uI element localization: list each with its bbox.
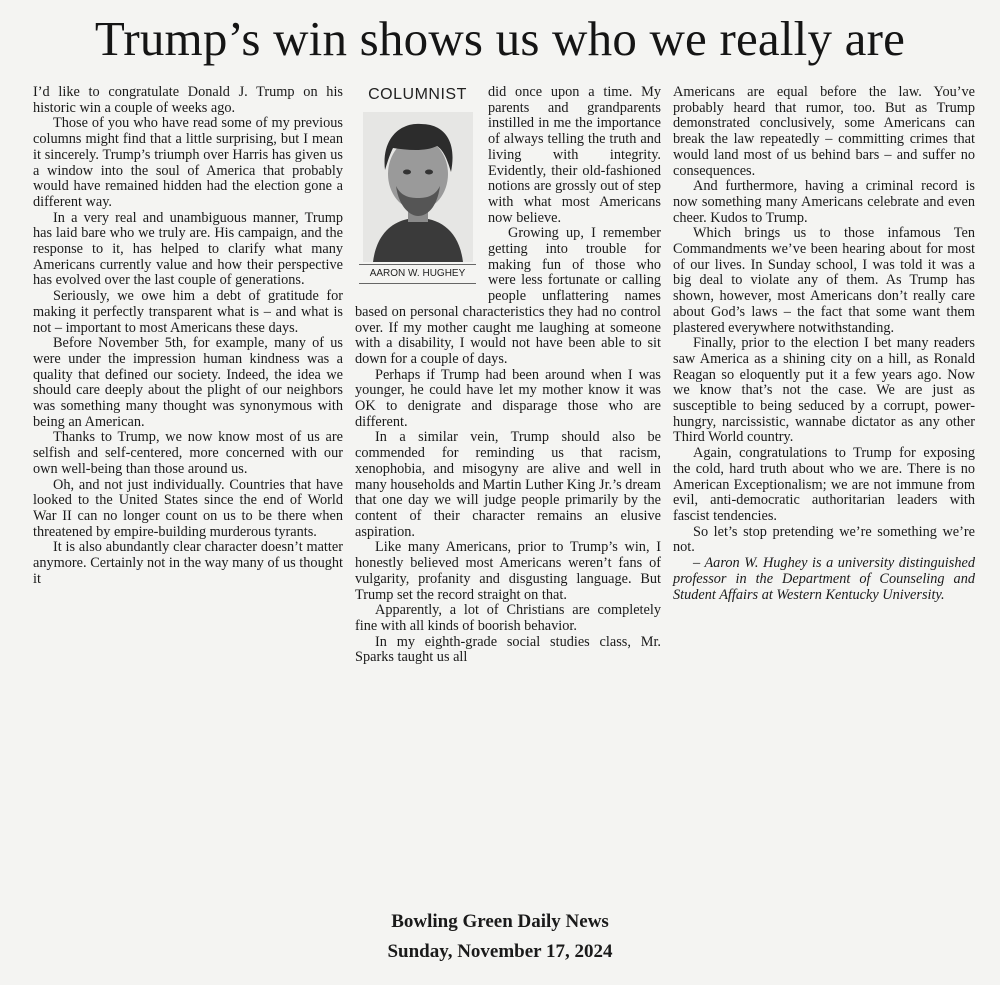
paragraph: Apparently, a lot of Christians are completely fine with all kinds of boorish behavior. xyxy=(355,602,661,634)
author-credit: – Aaron W. Hughey is a university distinguished professor in the Department of Counseling and Student Affairs at Western Kentucky University. xyxy=(673,555,975,603)
paragraph: Finally, prior to the election I bet many readers saw America as a shining city on a hill, as Ronald Reagan so eloquently put it a few years ago. Now we know that’s not the case. We are just as susceptible to being seduced by a corrupt, power-hungry, narcissistic, wannabe dictator as any other Third World country. xyxy=(673,335,975,446)
newspaper-name: Bowling Green Daily News xyxy=(391,911,609,932)
columnist-photo-icon xyxy=(363,112,473,262)
paragraph: Which brings us to those infamous Ten Commandments we’ve been hearing about for most of our lives. In Sunday school, I was told it was a big deal to violate any of them. As Trump has shown, however, most Americans don’t really care about God’s laws – the fact that some want them plastered everywhere notwithstanding. xyxy=(673,225,975,336)
paragraph: Seriously, we owe him a debt of gratitude for making it perfectly transparent what is – and what is not – important to most Americans these days. xyxy=(33,288,343,336)
article-column-3 xyxy=(673,85,975,603)
headline: Trump’s win shows us who we really are xyxy=(94,11,906,66)
paragraph: Before November 5th, for example, many of us were under the impression human kindness was a quality that defined our society. Indeed, the idea we should care deeply about the plight of our neighbors was something many thought was synonymous with being an American. xyxy=(33,335,343,430)
paragraph: did once upon a time. My parents and grandparents instilled in me the importance of always telling the truth and living with integrity. Evidently, their old-fashioned notions are grossly out of step with what most Americans now believe. xyxy=(488,84,661,226)
paragraph: I’d like to congratulate Donald J. Trump on his historic win a couple of weeks ago. xyxy=(33,84,343,116)
paragraph: In a very real and unambiguous manner, Trump has laid bare who we truly are. His campaign, and the response to it, has helped to clarify what many Americans currently value and how their perspective has evolved over the last couple of generations. xyxy=(33,209,343,289)
paragraph: Like many Americans, prior to Trump’s win, I honestly believed most Americans weren’t fans of vulgarity, profanity and disgusting language. But Trump set the record straight on that. xyxy=(355,539,661,603)
paragraph: In my eighth-grade social studies class, Mr. Sparks taught us all xyxy=(355,633,661,666)
paragraph: In a similar vein, Trump should also be commended for reminding us that racism, xenophobia, and misogyny are alive and well in many households and Martin Luther King Jr.’s dream that one day we will judge people primarily by the content of their character remains an elusive aspiration. xyxy=(355,429,661,540)
paragraph: Oh, and not just individually. Countries that have looked to the United States since the end of World War II can no longer count on us to be there when threatened by empire-building murderous tyrants. xyxy=(33,476,343,540)
paragraph: It is also abundantly clear character doesn’t matter anymore. Certainly not in the way many of us thought it xyxy=(33,539,343,587)
publication-date: Sunday, November 17, 2024 xyxy=(387,941,613,962)
columnist-byline: AARON W. HUGHEY xyxy=(359,264,476,284)
article-column-1 xyxy=(33,85,343,588)
paragraph: Growing up, I remember getting into trouble for making fun of those who were less fortunate or calling people unflattering names based on personal characteristics they had no control over. If my mother caught me laughing at someone with a disability, I would not have been able to sit down for a couple of days. xyxy=(355,225,661,367)
paragraph: Thanks to Trump, we now know most of us are selfish and self-centered, more concerned with our own well-being than those around us. xyxy=(33,429,343,477)
paragraph: Perhaps if Trump had been around when I was younger, he could have let my mother know it was OK to denigrate and disparage those who are different. xyxy=(355,366,661,430)
article-column-2 xyxy=(355,85,661,666)
columnist-box xyxy=(355,85,480,295)
paragraph: Again, congratulations to Trump for exposing the cold, hard truth about who we are. There is no American Exceptionalism; we are not immune from evil, anti-democratic authoritarian leaders with fascist tendencies. xyxy=(673,445,975,524)
paragraph: And furthermore, having a criminal record is now something many Americans celebrate and even cheer. Kudos to Trump. xyxy=(673,178,975,226)
paragraph: Americans are equal before the law. You’ve probably heard that rumor, too. But as Trump demonstrated conclusively, some Americans can break the law repeatedly – committing crimes that would land most of us behind bars – and suffer no consequences. xyxy=(673,84,975,179)
paragraph: So let’s stop pretending we’re something we’re not. xyxy=(673,523,975,556)
columnist-label: COLUMNIST xyxy=(368,86,467,103)
paragraph: Those of you who have read some of my previous columns might find that a little surprising, but I mean it sincerely. Trump’s triumph over Harris has given us a window into the soul of America that probably would have remained hidden had the election gone a different way. xyxy=(33,115,343,210)
